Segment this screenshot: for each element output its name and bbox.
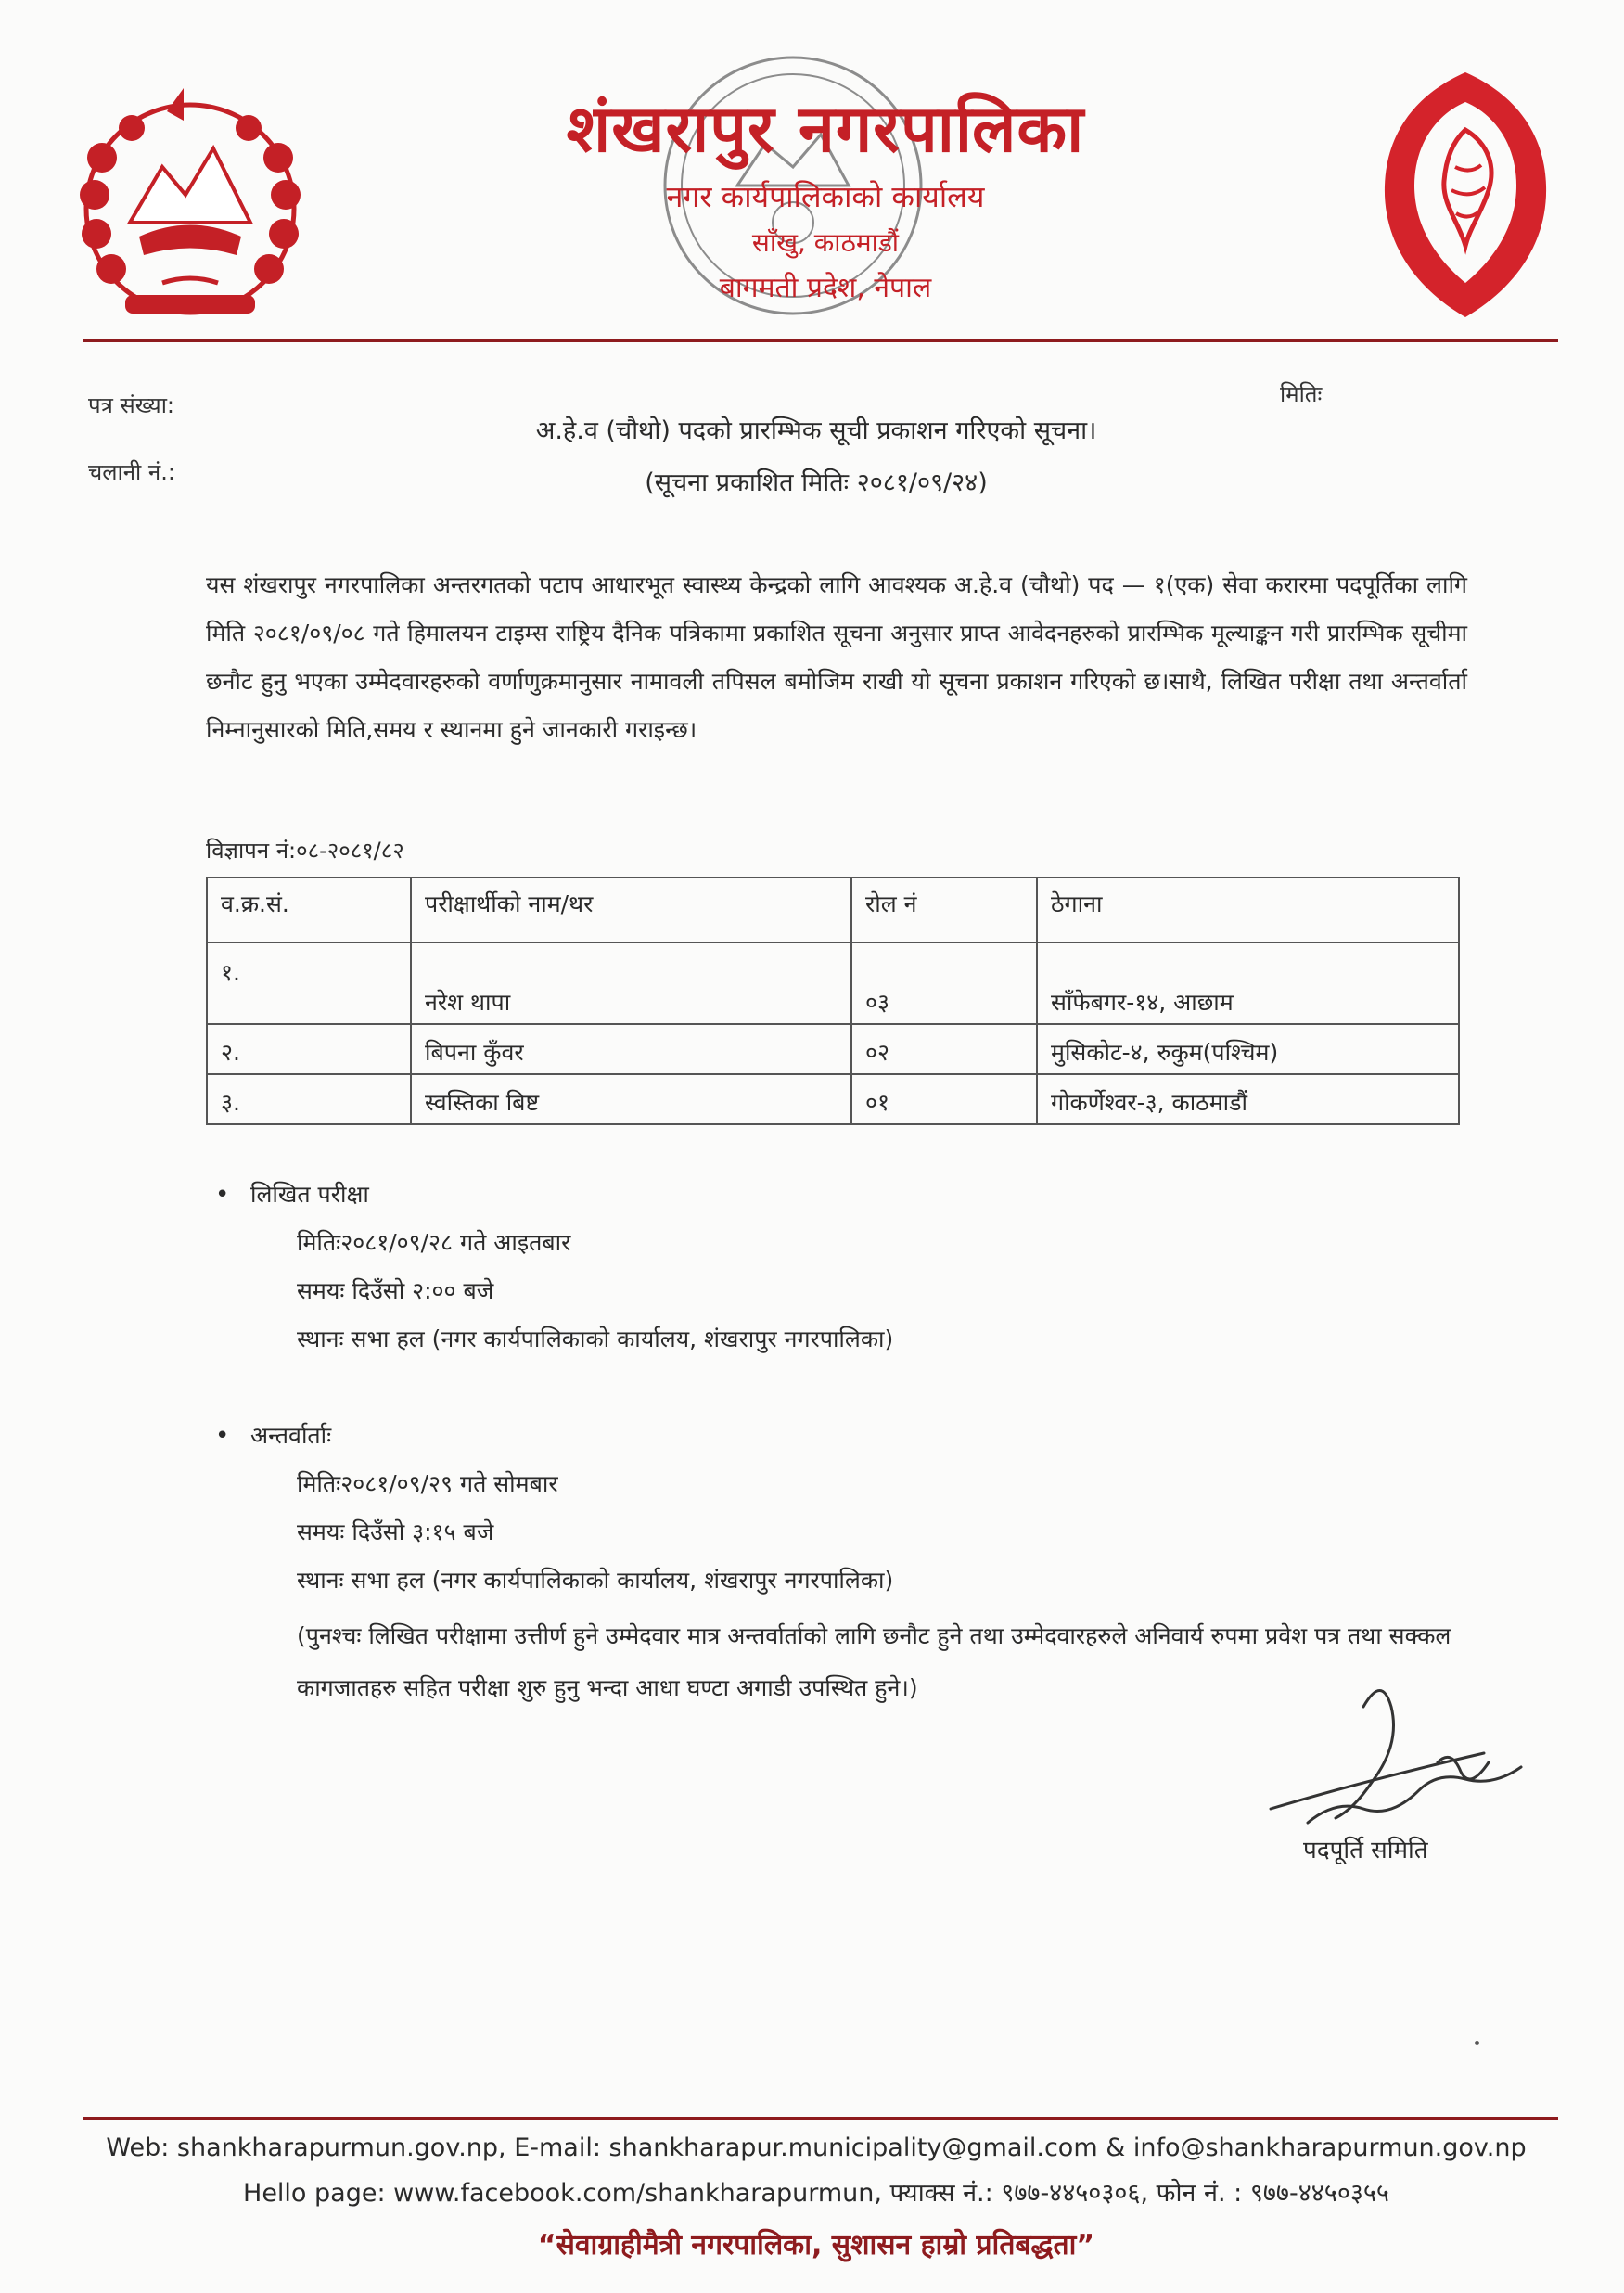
advertisement-number: विज्ञापन नं:०८-२०८१/८२ bbox=[206, 838, 404, 864]
cell-address: गोकर्णेश्वर-३, काठमाडौं bbox=[1037, 1074, 1459, 1124]
interview-title: अन्तर्वार्ताः bbox=[250, 1422, 332, 1449]
cell-serial: ३. bbox=[207, 1074, 411, 1124]
postscript-note: (पुनश्चः लिखित परीक्षामा उत्तीर्ण हुने उम्मेदवार मात्र अन्तर्वार्ताको लागि छनौट हुने तथा उम्मेदवारहरुले अनिवार्य रुपमा प्रवेश पत्र तथा सक्कल कागजातहरु सहित परीक्षा शुरु हुनु भन्दा आधा घण्टा अगाडी उपस्थित हुने।) bbox=[297, 1622, 1451, 1701]
table-row bbox=[207, 1024, 1459, 1074]
cell-address: मुसिकोट-४, रुकुम(पश्चिम) bbox=[1037, 1024, 1459, 1074]
notice-published-date: (सूचना प्रकाशित मितिः २०८१/०९/२४) bbox=[645, 468, 988, 497]
footer-slogan: “सेवाग्राहीमैत्री नगरपालिका, सुशासन हाम्रो प्रतिबद्धता” bbox=[537, 2229, 1095, 2261]
dispatch-number-label: चलानी नं.: bbox=[88, 459, 175, 485]
interview-venue: स्थानः सभा हल (नगर कार्यपालिकाको कार्यालय, शंखरापुर नगरपालिका) bbox=[297, 1567, 894, 1594]
province-name: बागमती प्रदेश, नेपाल bbox=[719, 272, 932, 304]
cell-address: साँफेबगर-१४, आछाम bbox=[1037, 942, 1459, 1024]
header-address: ठेगाना bbox=[1037, 877, 1459, 942]
table-row bbox=[207, 1074, 1459, 1124]
cell-serial: २. bbox=[207, 1024, 411, 1074]
handwritten-signature bbox=[1252, 1670, 1549, 1855]
header-divider bbox=[83, 339, 1558, 342]
conch-shell-logo bbox=[1377, 65, 1554, 325]
footer-contact-web-email: Web: shankharapurmun.gov.np, E-mail: shankharapur.municipality@gmail.com & info@shankharapurmun.gov.np bbox=[106, 2133, 1527, 2162]
cell-name: स्वस्तिका बिष्ट bbox=[411, 1074, 851, 1124]
cell-roll: ०२ bbox=[851, 1024, 1037, 1074]
written-exam-time: समयः दिउँसो २:०० बजे bbox=[297, 1277, 494, 1304]
interview-section bbox=[215, 1412, 894, 1605]
written-exam-venue: स्थानः सभा हल (नगर कार्यपालिकाको कार्यालय, शंखरापुर नगरपालिका) bbox=[297, 1326, 894, 1352]
interview-time: समयः दिउँसो ३:१५ बजे bbox=[297, 1518, 494, 1545]
footer-contact-social-phone: Hello page: www.facebook.com/shankharapurmun, फ्याक्स नं.: ९७७-४४५०३०६, फोन नं. : ९७७-४४५०३५५ bbox=[243, 2179, 1389, 2208]
cell-name: बिपना कुँवर bbox=[411, 1024, 851, 1074]
letter-number-label: पत्र संख्या: bbox=[88, 392, 174, 418]
header-name: परीक्षार्थीको नाम/थर bbox=[411, 877, 851, 942]
cell-roll: ०१ bbox=[851, 1074, 1037, 1124]
office-location: साँखु, काठमाडौं bbox=[751, 227, 900, 258]
cell-name: नरेश थापा bbox=[411, 942, 851, 1024]
scan-speck bbox=[1475, 2041, 1479, 2045]
municipality-title: शंखरापुर नगरपालिका bbox=[566, 91, 1085, 167]
footer-divider bbox=[83, 2117, 1558, 2120]
header-roll: रोल नं bbox=[851, 877, 1037, 942]
candidate-table bbox=[206, 877, 1460, 1125]
table-row bbox=[207, 942, 1459, 1024]
written-exam-date: मितिः२०८१/०९/२८ गते आइतबार bbox=[297, 1229, 571, 1256]
office-name: नगर कार्यपालिकाको कार्यालय bbox=[666, 179, 985, 214]
date-label: मितिः bbox=[1280, 381, 1323, 407]
table-header-row bbox=[207, 877, 1459, 942]
interview-date: मितिः२०८१/०९/२९ गते सोमबार bbox=[297, 1470, 558, 1497]
cell-serial: १. bbox=[207, 942, 411, 1024]
signatory-committee: पदपूर्ति समिति bbox=[1303, 1837, 1428, 1864]
notice-subject: अ.हे.व (चौथो) पदको प्रारम्भिक सूची प्रकाशन गरिएको सूचना। bbox=[535, 416, 1097, 445]
bullet-icon: • bbox=[215, 1181, 230, 1209]
header-serial: व.क्र.सं. bbox=[207, 877, 411, 942]
notice-body-paragraph: यस शंखरापुर नगरपालिका अन्तरगतको पटाप आधारभूत स्वास्थ्य केन्द्रको लागि आवश्यक अ.हे.व (चौथो) पद — १(एक) सेवा करारमा पदपूर्तिका लागि मिति २०८१/०९/०८ गते हिमालयन टाइम्स राष्ट्रिय दैनिक पत्रिकामा प्रकाशित सूचना अनुसार प्राप्त आवेदनहरुको प्रारम्भिक मूल्याङ्कन गरी प्रारम्भिक सूचीमा छनौट हुनु भएका उम्मेदवारहरुको वर्णाणुक्रमानुसार नामावली तपिसल बमोजिम राखी यो सूचना प्रकाशन गरिएको छ।साथै, लिखित परीक्षा तथा अन्तर्वार्ता निम्नानुसारको मिति,समय र स्थानमा हुने जानकारी गराइन्छ। bbox=[206, 571, 1467, 743]
written-exam-title: लिखित परीक्षा bbox=[250, 1181, 369, 1208]
nepal-emblem-logo bbox=[74, 83, 306, 334]
cell-roll: ०३ bbox=[851, 942, 1037, 1024]
bullet-icon: • bbox=[215, 1422, 230, 1450]
written-exam-section bbox=[215, 1171, 894, 1364]
